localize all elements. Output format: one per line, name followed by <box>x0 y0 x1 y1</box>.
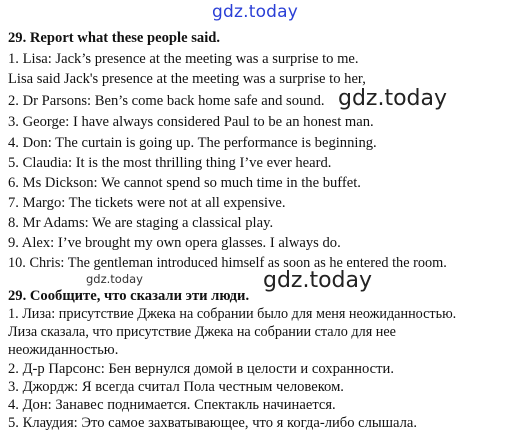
russian-line-2: Лиза сказала, что присутствие Джека на собрании стало для нее <box>8 324 396 340</box>
english-line-5: 4. Don: The curtain is going up. The performance is beginning. <box>8 135 377 151</box>
english-line-2: Lisa said Jack's presence at the meeting was a surprise to her, <box>8 71 366 87</box>
english-line-7: 6. Ms Dickson: We cannot spend so much time in the buffet. <box>8 175 361 191</box>
russian-line-7: 5. Клаудия: Это самое захватывающее, что я когда-либо слышала. <box>8 415 417 431</box>
russian-line-5: 3. Джордж: Я всегда считал Пола честным человеком. <box>8 379 344 395</box>
english-line-3: 2. Dr Parsons: Ben’s come back home safe and sound. <box>8 93 325 109</box>
russian-line-4: 2. Д-р Парсонс: Бен вернулся домой в целости и сохранности. <box>8 361 394 377</box>
watermark-small: gdz.today <box>86 272 143 286</box>
russian-heading: 29. Сообщите, что сказали эти люди. <box>8 288 250 304</box>
english-line-10: 9. Alex: I’ve brought my own opera glasses. I always do. <box>8 235 341 251</box>
english-line-11: 10. Chris: The gentleman introduced himself as soon as he entered the room. <box>8 255 447 271</box>
english-line-1: 1. Lisa: Jack’s presence at the meeting was a surprise to me. <box>8 51 359 67</box>
watermark-top: gdz.today <box>212 2 299 22</box>
russian-line-3: неожиданностью. <box>8 342 119 358</box>
russian-line-6: 4. Дон: Занавес поднимается. Спектакль начинается. <box>8 397 336 413</box>
watermark-middle-1: gdz.today <box>338 86 448 111</box>
english-line-8: 7. Margo: The tickets were not at all expensive. <box>8 195 286 211</box>
english-line-6: 5. Claudia: It is the most thrilling thing I’ve ever heard. <box>8 155 332 171</box>
watermark-middle-2: gdz.today <box>263 268 373 293</box>
english-line-9: 8. Mr Adams: We are staging a classical play. <box>8 215 274 231</box>
english-heading: 29. Report what these people said. <box>8 30 221 46</box>
english-line-4: 3. George: I have always considered Paul to be an honest man. <box>8 114 374 130</box>
russian-line-1: 1. Лиза: присутствие Джека на собрании было для меня неожиданностью. <box>8 306 457 322</box>
